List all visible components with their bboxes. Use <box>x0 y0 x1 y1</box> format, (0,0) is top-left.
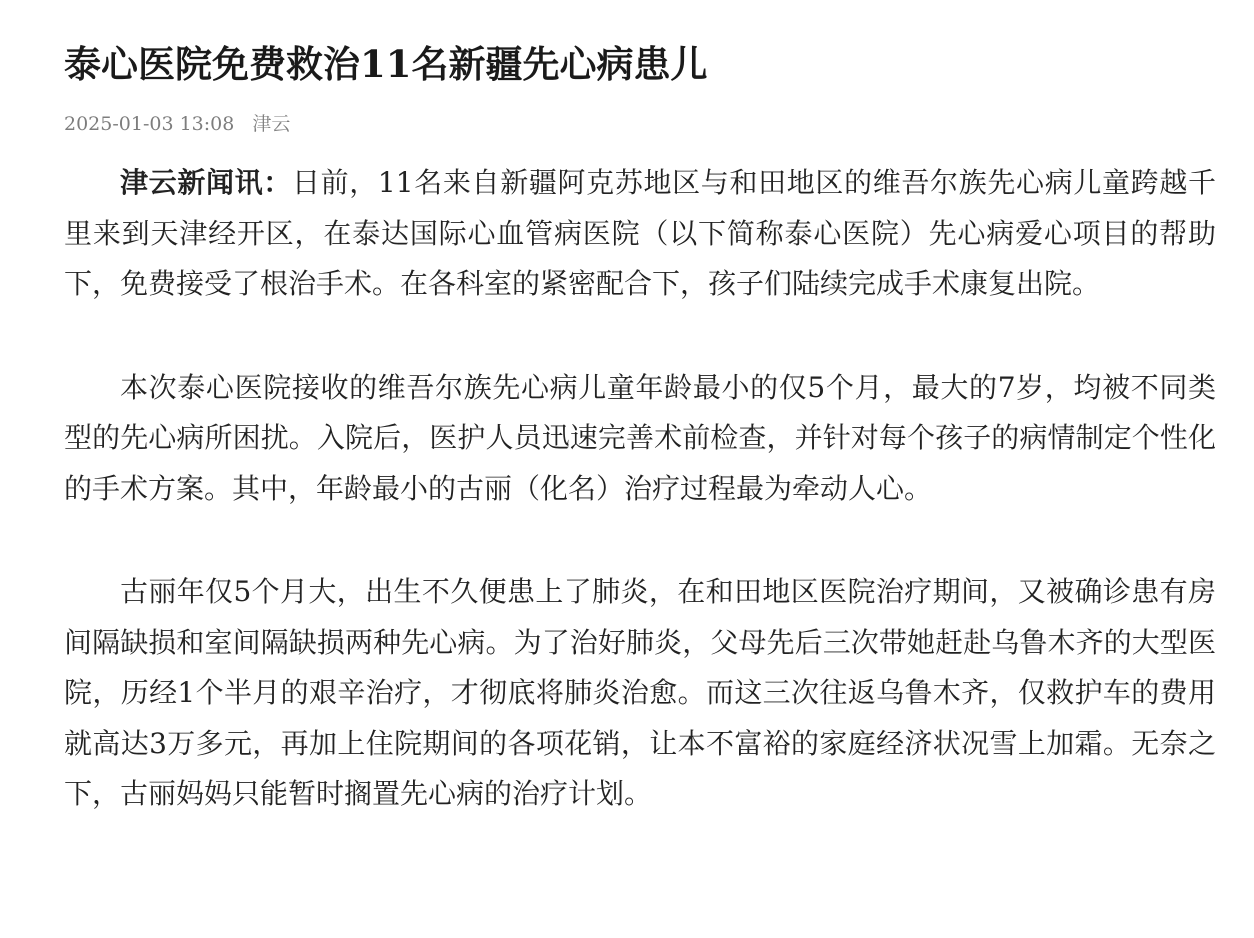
paragraph-1-text: 日前，11名来自新疆阿克苏地区与和田地区的维吾尔族先心病儿童跨越千里来到天津经开区，在泰达国际心血管病医院（以下简称泰心医院）先心病爱心项目的帮助下，免费接受了根治手术。在各科室的紧密配合下，孩子们陆续完成手术康复出院。 <box>64 166 1216 300</box>
paragraph-3: 古丽年仅5个月大，出生不久便患上了肺炎，在和田地区医院治疗期间，又被确诊患有房间隔缺损和室间隔缺损两种先心病。为了治好肺炎，父母先后三次带她赶赴乌鲁木齐的大型医院，历经1个半月的艰辛治疗，才彻底将肺炎治愈。而这三次往返乌鲁木齐，仅救护车的费用就高达3万多元，再加上住院期间的各项花销，让本不富裕的家庭经济状况雪上加霜。无奈之下，古丽妈妈只能暂时搁置先心病的治疗计划。 <box>64 575 1216 810</box>
article-source[interactable]: 津云 <box>252 113 291 135</box>
news-lead: 津云新闻讯： <box>120 166 292 199</box>
paragraph-1 <box>64 158 1216 310</box>
article-meta <box>64 112 1216 136</box>
publish-date: 2025-01-03 13:08 <box>64 113 235 135</box>
paragraph-2: 本次泰心医院接收的维吾尔族先心病儿童年龄最小的仅5个月，最大的7岁，均被不同类型的先心病所困扰。入院后，医护人员迅速完善术前检查，并针对每个孩子的病情制定个性化的手术方案。其中，年龄最小的古丽（化名）治疗过程最为牵动人心。 <box>64 370 1216 505</box>
article-title: 泰心医院免费救治11名新疆先心病患儿 <box>64 42 708 86</box>
news-article <box>64 36 1216 820</box>
article-body <box>64 158 1216 820</box>
